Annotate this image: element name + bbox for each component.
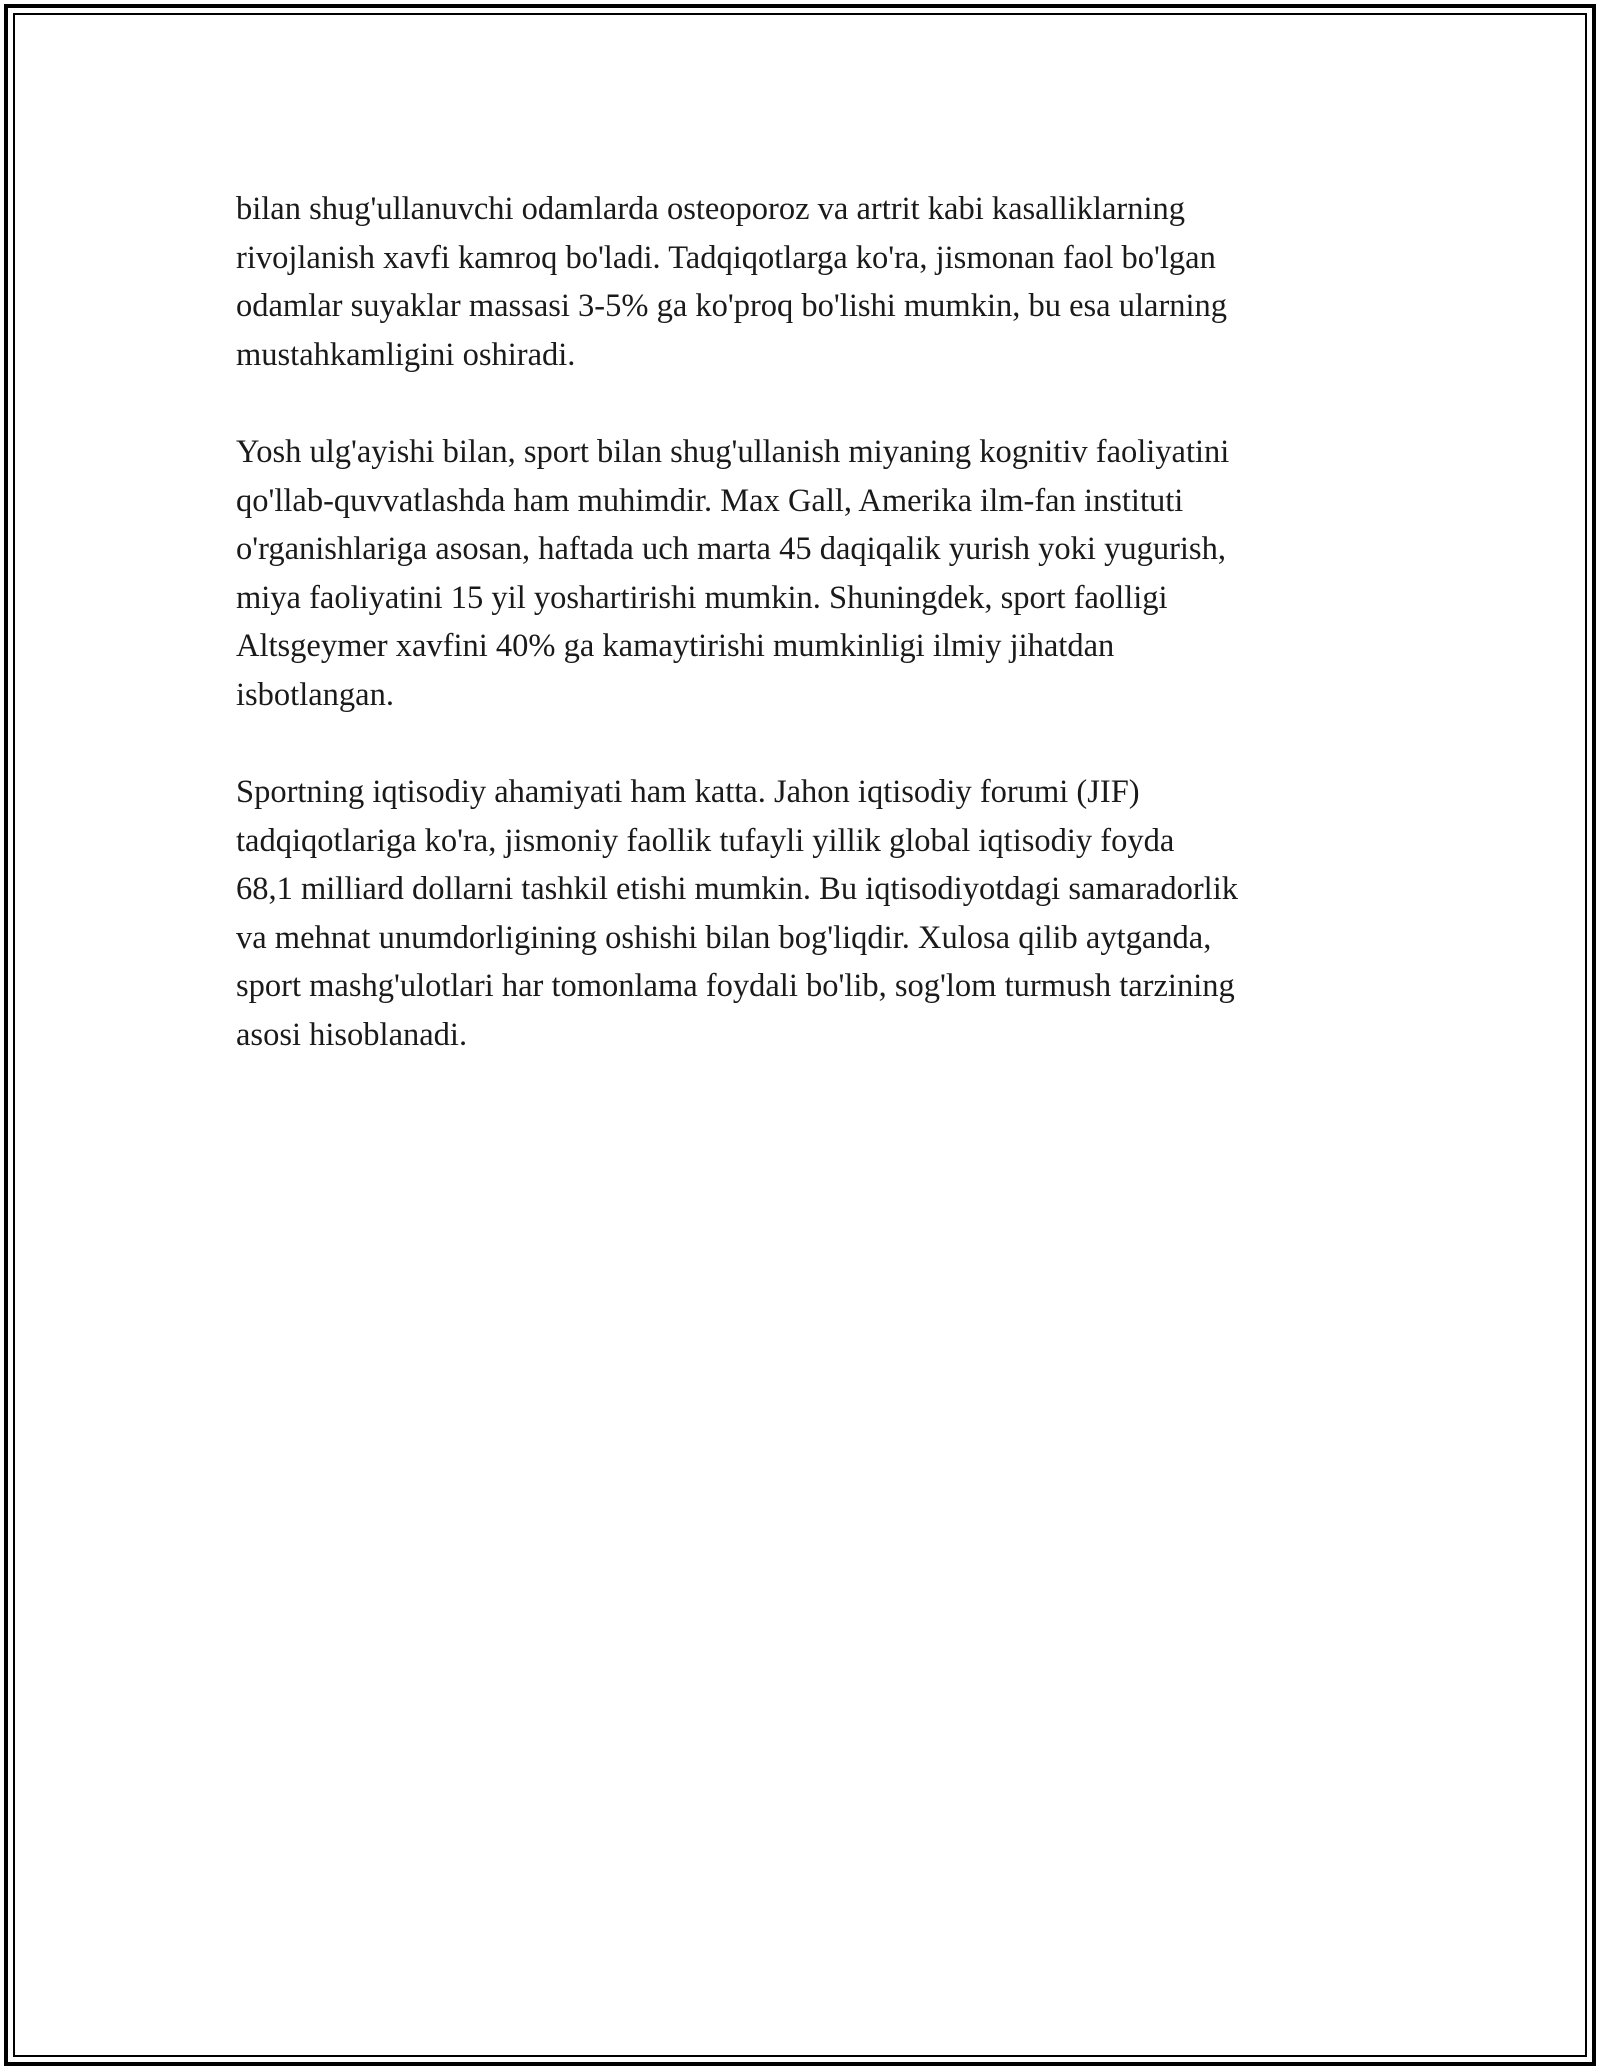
text-line: rivojlanish xavfi kamroq bo'ladi. Tadqiqotlarga ko'ra, jismonan faol bo'lgan xyxy=(236,239,1216,276)
paragraph-economic-impact xyxy=(236,768,1376,1059)
text-line: bilan shug'ullanuvchi odamlarda osteoporoz va artrit kabi kasalliklarning xyxy=(236,191,1185,227)
paragraph-cognitive-health xyxy=(236,428,1376,719)
text-line: qo'llab-quvvatlashda ham muhimdir. Max Gall, Amerika ilm-fan instituti xyxy=(236,482,1184,519)
text-line: 68,1 milliard dollarni tashkil etishi mumkin. Bu iqtisodiyotdagi samaradorlik xyxy=(236,871,1238,907)
text-line: Altsgeymer xavfini 40% ga kamaytirishi mumkinligi ilmiy jihatdan xyxy=(236,628,1115,664)
text-line: odamlar suyaklar massasi 3-5% ga ko'proq bo'lishi mumkin, bu esa ularning xyxy=(236,288,1228,324)
text-line: asosi hisoblanadi. xyxy=(236,1016,468,1053)
text-line: mustahkamligini oshiradi. xyxy=(236,336,576,373)
text-line: Sportning iqtisodiy ahamiyati ham katta. Jahon iqtisodiy forumi (JIF) xyxy=(236,774,1140,810)
text-line: va mehnat unumdorligining oshishi bilan bog'liqdir. Xulosa qilib aytganda, xyxy=(236,919,1212,956)
text-line: sport mashg'ulotlari har tomonlama foydali bo'lib, sog'lom turmush tarzining xyxy=(236,968,1235,1004)
text-line: Yosh ulg'ayishi bilan, sport bilan shug'ullanish miyaning kognitiv faoliyatini xyxy=(236,434,1230,470)
text-line: isbotlangan. xyxy=(236,676,394,713)
text-line: o'rganishlariga asosan, haftada uch marta 45 daqiqalik yurish yoki yugurish, xyxy=(236,531,1226,567)
document-body xyxy=(236,185,1376,1108)
text-line: tadqiqotlariga ko'ra, jismoniy faollik tufayli yillik global iqtisodiy foyda xyxy=(236,822,1175,859)
paragraph-bone-health xyxy=(236,185,1376,379)
text-line: miya faoliyatini 15 yil yoshartirishi mumkin. Shuningdek, sport faolligi xyxy=(236,579,1168,616)
